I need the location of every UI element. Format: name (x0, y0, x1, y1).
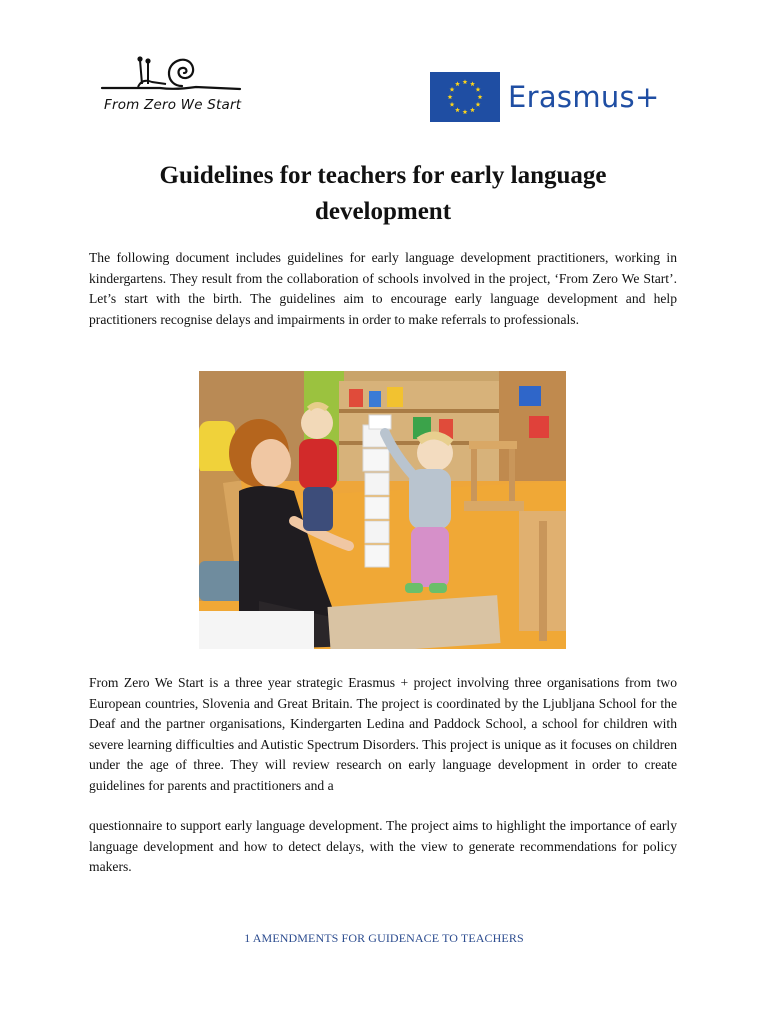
page-title: Guidelines for teachers for early language development (159, 162, 607, 225)
eu-star-icon (478, 94, 483, 99)
eu-star-icon (450, 102, 455, 107)
left-logo-text: From Zero We Start (104, 97, 242, 113)
eu-star-icon (455, 81, 460, 86)
from-zero-we-start-logo (100, 52, 248, 118)
eu-star-icon (476, 102, 481, 107)
questionnaire-paragraph: questionnaire to support early language development. The project aims to highlight the importance of early language development and how to detect delays, with the view to generate recommendations for policy makers. (89, 818, 677, 875)
eu-star-icon (463, 79, 468, 84)
right-logo-text: Erasmus+ (508, 80, 660, 114)
eu-star-icon (463, 109, 468, 114)
project-paragraph: From Zero We Start is a three year strategic Erasmus + project involving three organisations from two European countries, Slovenia and Great Britain. The project is coordinated by the Ljubljana School for the Deaf and the partner organisations, Kindergarten Ledina and Paddock School, a school for children with severe learning difficulties and Autistic Spectrum Disorders. This project is unique as it focuses on children under the age of three. They will review research on early language development in order to create guidelines for parents and practitioners and a (89, 675, 677, 793)
eu-star-icon (470, 81, 475, 86)
eu-star-icon (448, 94, 453, 99)
classroom-photo (199, 371, 566, 649)
snail-logo-icon (100, 52, 248, 98)
eu-star-icon (476, 87, 481, 92)
eu-flag-icon (430, 72, 500, 122)
eu-star-icon (450, 87, 455, 92)
eu-star-icon (455, 107, 460, 112)
erasmus-plus-logo (430, 72, 670, 124)
eu-star-icon (470, 107, 475, 112)
intro-paragraph: The following document includes guidelines for early language development practitioners, working in kindergartens. They result from the collaboration of schools involved in the project, ‘From Zero We Start’. Let’s start with the birth. The guidelines aim to encourage early language development and help practitioners recognise delays and impairments in order to make referrals to professionals. (89, 250, 677, 327)
page-footer: 1 AMENDMENTS FOR GUIDENACE TO TEACHERS (244, 931, 524, 945)
